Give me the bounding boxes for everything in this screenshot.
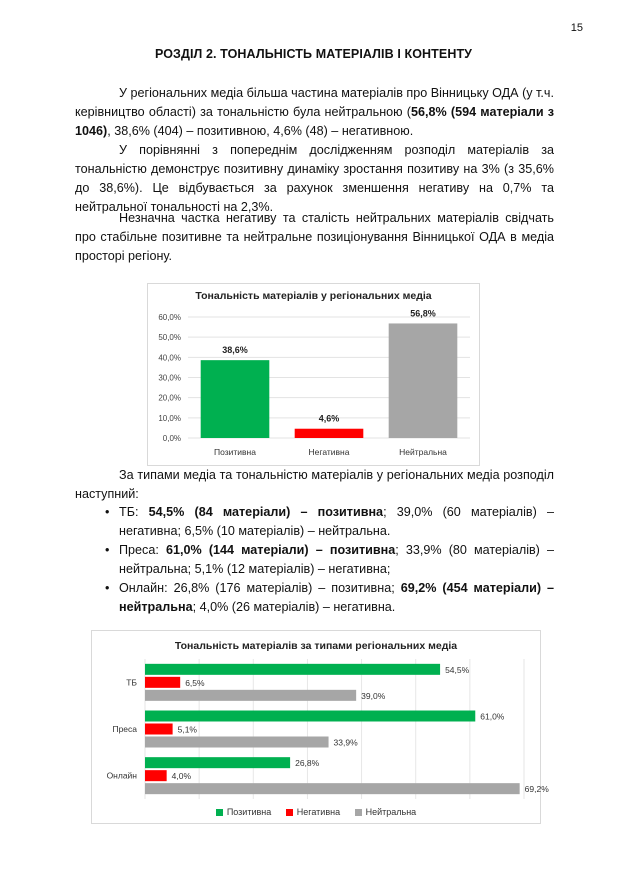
legend-item-neutral xyxy=(355,807,417,817)
data-label: 4,6% xyxy=(318,413,340,424)
paragraph-1-bold: 56,8% (594 матеріали з 1046) xyxy=(75,105,555,138)
y-tick-label: 0,0% xyxy=(162,434,181,443)
bar-0-0 xyxy=(145,664,440,675)
list-item-text: Преса: xyxy=(119,543,166,557)
bar-0-2 xyxy=(145,690,356,701)
category-label: ТБ xyxy=(126,677,137,688)
list-item-bold: 69,2% (454 матеріали) – нейтральна xyxy=(119,581,554,614)
data-label: 5,1% xyxy=(177,724,197,735)
list-item-text-end: ; 39,0% (60 матеріалів) – негативна; 6,5% (10 матеріалів) – нейтральна. xyxy=(119,505,554,538)
y-tick-label: 10,0% xyxy=(158,413,181,423)
list-item-text: Онлайн: 26,8% (176 матеріалів) – позитивна; xyxy=(119,581,401,595)
data-label: 69,2% xyxy=(524,784,549,795)
bar-0-1 xyxy=(145,677,180,688)
category-label: Преса xyxy=(112,724,137,734)
legend-item-positive xyxy=(216,807,271,817)
tonality-chart-plot xyxy=(148,284,479,465)
bullet-mark: • xyxy=(105,581,110,595)
category-label: Онлайн xyxy=(106,770,137,781)
data-label: 6,5% xyxy=(185,677,205,688)
legend-swatch-neutral xyxy=(355,809,362,816)
y-tick-label: 60,0% xyxy=(158,313,181,322)
paragraph-4: За типами медіа та тональністю матеріалів у регіональних медіа розподіл наступний: xyxy=(75,468,554,501)
paragraph-1 xyxy=(75,84,554,141)
bar-1-0 xyxy=(145,711,475,722)
tonality-chart xyxy=(147,283,480,466)
bullet-mark: • xyxy=(105,505,110,519)
section-heading: РОЗДІЛ 2. ТОНАЛЬНІСТЬ МАТЕРІАЛІВ І КОНТЕНТУ xyxy=(154,47,473,61)
media-type-list xyxy=(75,503,554,617)
x-tick-label: Позитивна xyxy=(214,447,256,457)
bar-2-0 xyxy=(145,757,290,768)
media-type-chart xyxy=(91,630,549,824)
bar-0 xyxy=(201,360,270,438)
x-tick-label: Нейтральна xyxy=(399,447,447,457)
list-item-bold: 61,0% (144 матеріали) – позитивна xyxy=(165,543,396,557)
media-type-chart-title: Тональність матеріалів за типами регіональних медіа xyxy=(174,640,458,652)
media-type-chart-legend xyxy=(92,807,540,817)
list-item-text-end: ; 33,9% (80 матеріалів) – нейтральна; 5,1% (12 матеріалів) – негативна; xyxy=(119,543,554,576)
tonality-chart-title: Тональність матеріалів у регіональних медіа xyxy=(195,290,432,302)
y-tick-label: 50,0% xyxy=(158,333,181,343)
data-label: 4,0% xyxy=(171,771,192,782)
bar-1-1 xyxy=(145,724,173,735)
bullet-mark: • xyxy=(105,543,110,557)
data-label: 26,8% xyxy=(295,758,320,769)
legend-item-negative xyxy=(286,807,340,817)
legend-label: Негативна xyxy=(296,807,341,817)
list-item-text-end: ; 4,0% (26 матеріалів) – негативна. xyxy=(192,600,396,614)
paragraph-2: У порівнянні з попереднім дослідженням розподіл матеріалів за тональністю демонструє позитивну динаміку зростання позитиву на 3% (з 35,6% до 38,6%). Це відбувається за рахунок зменшення негативу на 0,7% та нейтральної тональності на 2,3%. xyxy=(75,143,554,214)
legend-swatch-negative xyxy=(286,809,293,816)
legend-label: Нейтральна xyxy=(365,807,417,817)
bar-2 xyxy=(389,323,458,438)
page-number: 15 xyxy=(570,22,583,34)
y-tick-label: 30,0% xyxy=(158,373,181,383)
data-label: 54,5% xyxy=(445,664,470,675)
list-item-press xyxy=(75,541,554,579)
y-tick-label: 20,0% xyxy=(158,393,181,403)
data-label: 33,9% xyxy=(333,737,358,748)
data-label: 56,8% xyxy=(410,308,436,319)
paragraph-1-text: У регіональних медіа більша частина матеріалів про Вінницьку ОДА (у т.ч. керівництво області) за тональністю була нейтральною ( xyxy=(75,86,554,119)
list-item-text: ТБ: xyxy=(119,505,149,519)
data-label: 39,0% xyxy=(361,690,386,701)
bar-1 xyxy=(295,429,364,438)
data-label: 38,6% xyxy=(222,345,248,356)
media-type-chart-plot xyxy=(92,631,549,823)
bar-2-2 xyxy=(145,783,520,794)
bar-2-1 xyxy=(145,770,167,781)
paragraph-3: Незначна частка негативу та сталість нейтральних матеріалів свідчать про стабільне позитивне та нейтральне позиціонування Вінницької ОДА в медіа просторі регіону. xyxy=(75,211,554,263)
data-label: 61,0% xyxy=(480,711,505,722)
x-tick-label: Негативна xyxy=(308,447,350,457)
bar-1-2 xyxy=(145,737,329,748)
list-item-online xyxy=(75,579,554,617)
paragraph-1-text-end: , 38,6% (404) – позитивною, 4,6% (48) – негативною. xyxy=(107,124,414,138)
list-item-tv xyxy=(75,503,554,541)
legend-swatch-positive xyxy=(216,809,223,816)
list-item-bold: 54,5% (84 матеріали) – позитивна xyxy=(148,505,384,519)
y-tick-label: 40,0% xyxy=(158,353,181,363)
legend-label: Позитивна xyxy=(226,807,272,817)
